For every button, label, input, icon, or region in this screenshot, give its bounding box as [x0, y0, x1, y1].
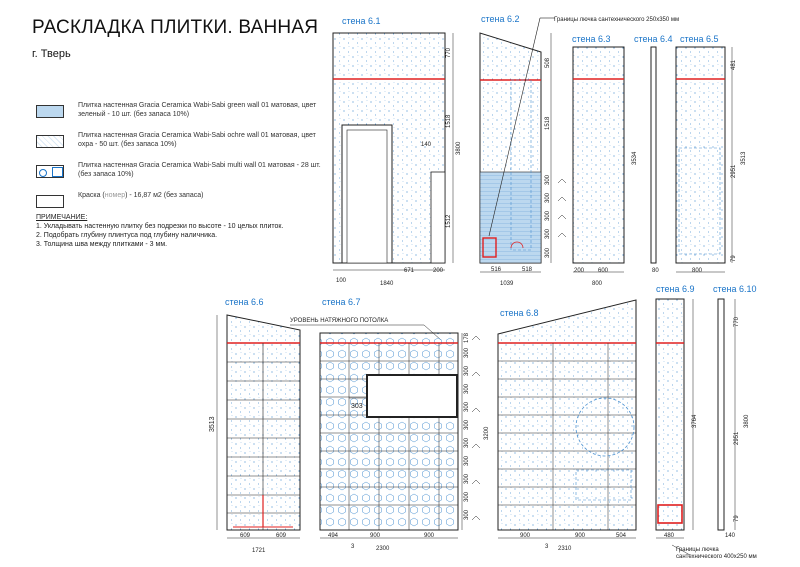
notes-heading: ПРИМЕЧАНИЕ:	[36, 214, 88, 221]
dim-label: 2951	[731, 164, 737, 178]
dim-label: 3800	[456, 141, 462, 155]
dim-label: 609	[276, 533, 287, 539]
wall-6-4	[634, 34, 673, 274]
dim-label: 800	[692, 268, 703, 274]
row-dim: 178	[464, 332, 470, 343]
dim-label: 516	[491, 267, 502, 273]
dim-label: 1039	[500, 281, 514, 287]
wall-6-6	[209, 297, 300, 554]
row-dim: 300	[464, 491, 470, 502]
dim-label: 900	[370, 533, 381, 539]
wall-6-7	[290, 297, 490, 552]
dim-label: 494	[328, 533, 339, 539]
dim-label: 3513	[209, 416, 216, 432]
dim-label: 770	[734, 316, 740, 327]
dim-label: 2951	[734, 431, 740, 445]
dim-label: 770	[446, 47, 452, 58]
dim-label: 504	[616, 533, 627, 539]
wall-niche	[431, 172, 445, 263]
dim-label: 3764	[692, 414, 698, 428]
dim-label: 3	[351, 544, 355, 550]
dim-label: 900	[424, 533, 435, 539]
dim-label: 300	[545, 192, 551, 203]
legend-text-part: Краска (	[78, 192, 105, 199]
wall-outline	[651, 47, 656, 263]
legend-text: Плитка настенная Gracia Ceramica Wabi-Sabi ochre wall 01 матовая, цвет охра - 50 шт. (без запаса 10%)	[78, 132, 316, 148]
legend-text-placeholder: номер	[104, 192, 126, 199]
hatch-top-annotation: Границы лючка сантехнического 250х350 мм	[554, 17, 680, 23]
dim-label: 3534	[632, 151, 638, 165]
wall-outline	[718, 299, 724, 530]
wall-outline	[656, 299, 684, 530]
dim-label: 1721	[252, 548, 266, 554]
dim-label: 1518	[545, 116, 551, 130]
dim-label: 3	[545, 544, 549, 550]
row-dim: 300	[464, 383, 470, 394]
legend-text: Плитка настенная Gracia Ceramica Wabi-Sabi multi wall 01 матовая - 28 шт. (без запаса 10%)	[78, 162, 321, 178]
row-dim: 300	[464, 401, 470, 412]
wall-label: стена 6.8	[500, 308, 539, 318]
dim-label: 609	[240, 533, 251, 539]
hatch-bottom-annotation: Границы лючка	[676, 547, 719, 553]
dim-label: 79	[734, 515, 740, 522]
city-subtitle: г. Тверь	[32, 48, 71, 60]
row-dim: 300	[464, 473, 470, 484]
dim-label: 600	[598, 268, 609, 274]
dim-label: 79	[731, 255, 737, 262]
wall-label: стена 6.1	[342, 16, 381, 26]
dim-label: 2300	[376, 546, 390, 552]
legend-text-part: ) - 16,87 м2 (без запаса)	[125, 192, 204, 199]
wall-label: стена 6.9	[656, 284, 695, 294]
page-title: РАСКЛАДКА ПЛИТКИ. ВАННАЯ	[32, 17, 319, 38]
dim-label: 900	[520, 533, 531, 539]
row-dim: 300	[464, 509, 470, 520]
dim-label: 508	[545, 57, 551, 68]
dim-label: 303	[351, 403, 363, 410]
wall-6-3	[572, 34, 638, 287]
dim-label: 3800	[744, 414, 750, 428]
dim-label: 300	[545, 210, 551, 221]
note-item: 1. Укладывать настенную плитку без подрезки по высоте - 10 целых плиток.	[36, 223, 284, 230]
dim-label: 140	[725, 533, 736, 539]
dim-label: 300	[545, 247, 551, 258]
dim-label: 900	[575, 533, 586, 539]
wall-6-8	[498, 300, 636, 552]
hatch-bottom-annotation: сантехнического 400х250 мм	[676, 554, 757, 560]
ceiling-annotation: УРОВЕНЬ НАТЯЖНОГО ПОТОЛКА	[290, 318, 389, 324]
wall-label: стена 6.2	[481, 14, 520, 24]
dim-label: 300	[545, 174, 551, 185]
dim-label: 100	[336, 278, 347, 284]
wall-6-9	[656, 284, 757, 560]
wall-label: стена 6.10	[713, 284, 757, 294]
row-dim: 300	[464, 437, 470, 448]
dim-label: 671	[404, 268, 415, 274]
note-item: 3. Толщина шва между плитками - 3 мм.	[36, 241, 168, 248]
green-tile-zone	[480, 172, 541, 263]
dim-label: 1840	[380, 281, 394, 287]
dim-label: 1518	[446, 114, 452, 128]
wall-label: стена 6.5	[680, 34, 719, 44]
dim-label: 1512	[446, 214, 452, 228]
row-dim: 300	[464, 455, 470, 466]
dim-label: 200	[574, 268, 585, 274]
dim-label: 300	[545, 228, 551, 239]
wall-label: стена 6.6	[225, 297, 264, 307]
row-dim: 300	[464, 347, 470, 358]
dim-label: 3513	[741, 151, 747, 165]
dim-label: 480	[664, 533, 675, 539]
dim-label: 800	[592, 281, 603, 287]
wall-6-10	[713, 284, 757, 539]
dim-label: 80	[652, 268, 659, 274]
dim-label: 140	[421, 142, 432, 148]
wall-label: стена 6.4	[634, 34, 673, 44]
dim-label: 518	[522, 267, 533, 273]
door-opening	[347, 130, 387, 263]
dim-label: 200	[433, 268, 444, 274]
wall-6-1	[333, 16, 462, 287]
row-dim: 300	[464, 365, 470, 376]
wall-label: стена 6.3	[572, 34, 611, 44]
dim-label: 2310	[558, 546, 572, 552]
dim-label: 3200	[484, 426, 490, 440]
wall-label: стена 6.7	[322, 297, 361, 307]
wall-outline	[320, 333, 458, 530]
note-item: 2. Подобрать глубину плинтуса под глубину наличника.	[36, 232, 218, 239]
legend-text: Плитка настенная Gracia Ceramica Wabi-Sabi green wall 01 матовая, цвет зеленый - 10 шт. (без запаса 10%)	[78, 102, 317, 118]
window-opening	[367, 375, 457, 417]
row-dim: 300	[464, 419, 470, 430]
dim-label: 481	[731, 59, 737, 70]
wall-6-5	[676, 34, 747, 274]
